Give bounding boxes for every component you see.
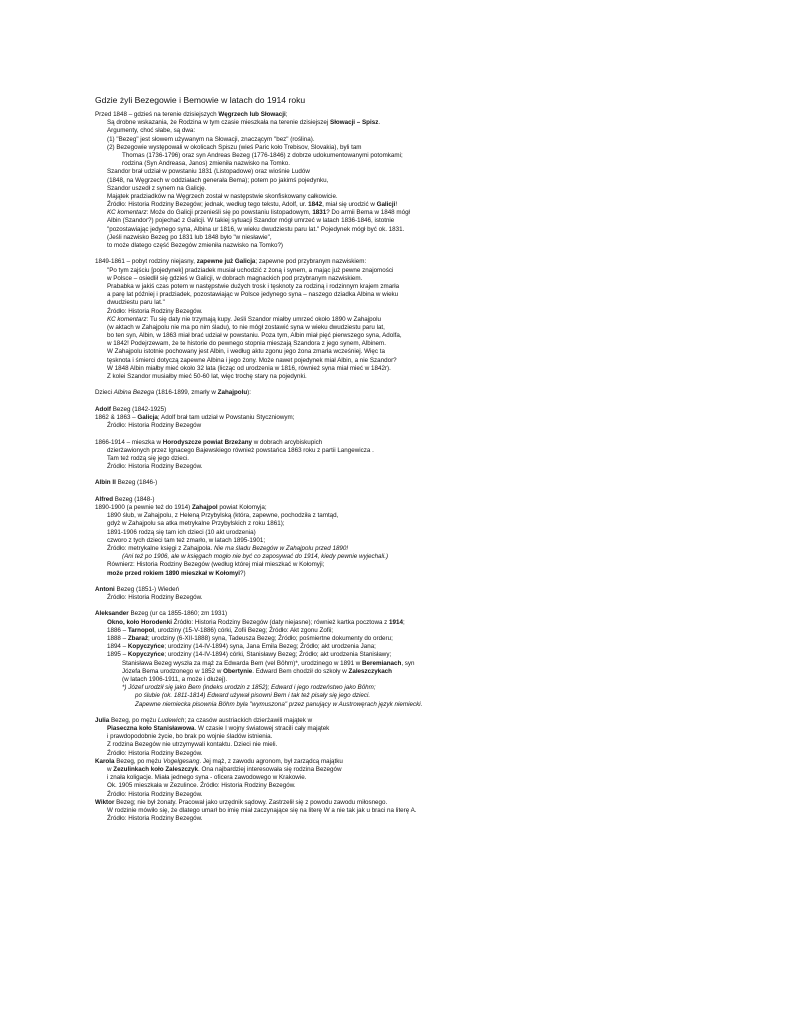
text-span: Antoni (95, 585, 115, 593)
text-line (95, 242, 755, 250)
text-line (95, 782, 755, 790)
text-line (95, 357, 755, 365)
text-span: Wiktor (95, 798, 115, 806)
text-line (95, 144, 755, 152)
text-block (95, 258, 755, 381)
text-line (95, 373, 755, 381)
text-span: 1895 – (107, 651, 128, 659)
text-span: Albin II (95, 479, 116, 487)
text-span: Albina Bezega (113, 389, 155, 397)
text-line (95, 299, 755, 307)
text-span: 1886 – (107, 626, 128, 634)
document-body (95, 111, 755, 823)
text-span: Majątek pradziadków na Węgrzech został w następstwie skonfiskowany całkowicie. (107, 192, 338, 200)
text-span: Bezeg; nie był żonaty. Pracował jako urzędnik sądowy. Zastrzelił się z powodu zawodu miłosnego. (114, 798, 388, 806)
text-line (95, 308, 755, 316)
text-span: 1891-1906 rodzą się tam ich dzieci (10 akt urodzenia) (107, 528, 256, 536)
text-span: 1894 – (107, 643, 128, 651)
text-block (95, 586, 755, 602)
text-span: W Zahajpolu istotnie pochowany jest Albin, i według aktu zgonu jego żona zmarła wcześniej. Więc ta (107, 348, 385, 356)
text-span: ; urodziny (14-IV-1894) córki, Stanisławy Bezeg; Źródło; akt urodzenia Stanisławy; (164, 651, 392, 659)
text-line (95, 750, 755, 758)
text-span: (1848, na Węgrzech w oddziałach generała Bema); potem po jakimś pojedynku, (107, 176, 329, 184)
text-line (95, 651, 755, 659)
text-span: to może dlatego część Bezegów zmieniła nazwisko na Tomko?) (107, 242, 284, 249)
text-span: (1) "Bezeg" jest słowem używanym na Słowacji, znaczącym "bez" (roślina). (107, 135, 315, 143)
text-line (95, 512, 755, 520)
text-span: Zapewne niemiecka pisownia Böhm była "wymuszona" przez panujący w Austrowęrach język niemiecki. (135, 700, 423, 708)
text-span: , miał się urodzić w (322, 201, 377, 209)
text-span: zapewne już Galicja (196, 258, 256, 266)
text-span: w 1842! Podejrzewam, że te historie do pewnego stopnia mieszają Szandora z jego synem, Albinem. (107, 340, 386, 348)
text-span: ): (247, 389, 251, 397)
text-span: i prawdopodobnie życie, bo brak po wojnie śladów istnienia. (107, 733, 273, 741)
text-line (95, 209, 755, 217)
text-span: (w aktach w Zahajpolu nie ma po nim śladu), to nie mógł zostawić syna w wieku dwudziestu paru lat, (107, 323, 385, 331)
text-span: Kopyczyńce (127, 643, 165, 651)
text-span: bo ten syn, Albin, w 1863 miał brać udział w powstaniu. Poza tym, Albin miał pięć pierwszego syna, Adolfa, (107, 332, 402, 340)
text-span: Karola (95, 757, 115, 765)
text-line (95, 610, 755, 618)
text-span: Tarnopol (127, 626, 155, 634)
text-line (95, 807, 755, 815)
text-line (95, 201, 755, 209)
text-span: Źródło: Historia Rodziny Bezegów. (107, 749, 203, 757)
text-span: Ok. 1905 mieszkała w Zezulince. Źródło: Historia Rodziny Bezegów. (107, 782, 296, 790)
text-line (95, 701, 755, 709)
text-line (95, 455, 755, 463)
text-span: Z kolei Szandor musiałby mieć 50-60 lat, więc trochę stary na pojedynki. (107, 373, 307, 380)
text-span: Nie ma śladu Bezegów w Zahajpolu przed 1890! (214, 544, 349, 552)
text-span: Thomas (1736-1796) oraz syn Andreas Bezeg (1776-1846) z dobrze udokumentowanymi potomkami; (122, 151, 403, 159)
text-line (95, 422, 755, 430)
text-span: : Tu się daty nie trzymają kupy. Jeśli Szandor miałby umrzeć około 1890 w Zahajpolu (146, 315, 381, 323)
text-span: (1816-1899, zmarły w (154, 389, 218, 397)
text-span: Zahajpol (191, 504, 218, 511)
text-span: Józefa Bema urodzonego w 1852 w (122, 667, 224, 675)
paragraph-gap (95, 578, 755, 586)
text-line (95, 537, 755, 545)
text-block (95, 717, 755, 823)
text-line (95, 226, 755, 234)
text-span: ; (402, 618, 405, 626)
text-span: Źródło: Historia Rodziny Bezegów (107, 422, 202, 430)
text-span: ; Adolf brał tam udział w Powstaniu Styczniowym; (157, 413, 295, 421)
text-span: Źródło: Historia Rodziny Bezegów. (107, 790, 203, 798)
text-span: 1888 – (107, 635, 128, 642)
text-span: . Edward Bem chodził do szkoły w (252, 667, 349, 675)
text-line (95, 332, 755, 340)
text-span: ; za czasów austriackich dzierżawili majątek w (184, 716, 313, 724)
text-span: dzierżawionych przez Ignacego Bajewskiego również powstańca 1863 roku z partii Langewicza . (107, 446, 374, 454)
text-line (95, 479, 755, 487)
text-line (95, 234, 755, 242)
text-line (95, 152, 755, 160)
text-span: (Jeśli nazwisko Bezeg po 1831 lub 1848 było "w niesławie", (107, 233, 272, 241)
text-block (95, 496, 755, 578)
text-line (95, 692, 755, 700)
text-span: ?) (240, 569, 246, 577)
text-span: . W czasie I wojny światowej stracili cały majątek (194, 725, 330, 733)
text-span: 1866-1914 – mieszka w (95, 438, 163, 446)
text-span: 1831 (312, 209, 327, 217)
text-line (95, 275, 755, 283)
document-title: Gdzie żyli Bezegowie i Bemowie w latach do 1914 roku (95, 95, 306, 105)
text-line (95, 529, 755, 537)
text-line (95, 414, 755, 422)
text-line (95, 799, 755, 807)
text-span: *) Józef urodził się jako Bem (indeks urodzin z 1852); Edward i jego rodzeństwo jako Böhm; (122, 684, 376, 692)
text-line (95, 168, 755, 176)
text-span: Źródło: Historia Rodziny Bezegów. (107, 307, 203, 315)
text-block (95, 479, 755, 487)
text-span: KC komentarz (107, 315, 147, 323)
text-line (95, 741, 755, 749)
text-line (95, 553, 755, 561)
text-line (95, 545, 755, 553)
text-span: Bezeg (1851-) Wiedeń (114, 585, 180, 593)
text-span: Szandor uszedł z synem na Galicję. (107, 184, 207, 192)
text-line (95, 111, 755, 119)
text-span: Tam też rodzą się jego dzieci. (107, 454, 189, 462)
text-span: i znała koligacje. Miała jednego syna - oficera zawodowego w Krakowie. (107, 774, 307, 782)
text-span: w dobrach arcybiskupich (252, 438, 323, 446)
text-span: ? Do armii Bema w 1848 mógł (326, 209, 410, 217)
text-line (95, 496, 755, 504)
text-span: 1890 ślub, w Zahajpolu, z Heleną Przybylską (która, zapewne, pochodziła z tamtąd, (107, 512, 339, 520)
text-line (95, 561, 755, 569)
text-line (95, 627, 755, 635)
text-line (95, 127, 755, 135)
text-span: ! (395, 201, 398, 209)
paragraph-gap (95, 250, 755, 258)
text-span: Źródło: Historia Rodziny Bezegów (daty niejasne); również kartka pocztowa z (171, 618, 390, 626)
text-line (95, 758, 755, 766)
text-line (95, 316, 755, 324)
text-span: ; (285, 111, 288, 118)
text-line (95, 291, 755, 299)
text-span: Beremianach (362, 659, 402, 667)
text-line (95, 660, 755, 668)
text-span: Zaleszczykach (348, 667, 392, 675)
text-span: czworo z tych dzieci tam też zmarło, w latach 1895-1901; (107, 536, 266, 544)
text-block (95, 406, 755, 431)
text-span: Ludewich (157, 716, 185, 724)
text-span: (2) Bezegowie występowali w okolicach Spiszu (wieś Paric koło Trebisov, Slovakia), byli tam (107, 143, 362, 151)
text-span: . (378, 119, 381, 127)
text-span: Zahajpolu (217, 389, 248, 397)
text-span: Bezeg (ur ca 1855-1860; zm 1931) (128, 610, 228, 618)
text-span: Bezeg, po mężu (114, 757, 164, 765)
text-line (95, 348, 755, 356)
text-span: Równierz: Historia Rodziny Bezegów (według której miał mieszkać w Kołomyji; (107, 561, 325, 569)
text-line (95, 774, 755, 782)
paragraph-gap (95, 471, 755, 479)
text-span: Galicja (137, 413, 158, 421)
text-line (95, 643, 755, 651)
paragraph-gap (95, 430, 755, 438)
text-span: W rodzinie mówiło się, że dlatego umarł bo imię miał zaczynające się na literę W a nie tak jak u braci na literę A. (107, 806, 417, 814)
text-span: 1849-1861 – pobyt rodziny niejasny, (95, 258, 197, 266)
text-span: Alfred (95, 495, 114, 503)
text-span: Dzieci (95, 389, 114, 397)
text-span: . Jej mąż, z zawodu agronom, był zarządcą majątku (199, 757, 343, 765)
text-span: "pozostawiając jedynego syna, Albina ur 1816, w wieku dwudziestu paru lat." Pojedynek mógł być ok. 1831. (107, 225, 405, 233)
text-span: (w latach 1906-1911, a może i dłużej). (122, 675, 228, 683)
text-line (95, 258, 755, 266)
text-span: Stanisława Bezeg wyszła za mąż za Edwarda Bem (vel Böhm)*, urodzinego w 1891 w (122, 659, 363, 667)
text-line (95, 160, 755, 168)
text-span: może przed rokiem 1890 mieszkał w Kołomyi (107, 569, 241, 577)
text-span: Obertynie (223, 667, 253, 675)
text-span: KC komentarz (107, 209, 147, 217)
text-span: Są drobne wskazania, że Rodzina w tym czasie mieszkała na terenie dzisiejszej (107, 119, 331, 127)
text-span: w (107, 766, 114, 773)
text-block (95, 389, 755, 397)
text-line (95, 684, 755, 692)
text-span: . Ona najbardziej interesowała się rodzina Bezegów (198, 766, 342, 773)
text-line (95, 185, 755, 193)
text-line (95, 766, 755, 774)
text-span: 1914 (389, 618, 403, 626)
text-span: Piaseczna koło Stanisławowa (107, 725, 195, 733)
text-span: Albin (Szandor?) pojechać z Galicji. W takiej sytuacji Szandor mógł umrzeć w latach 1836-1846, istotnie (107, 217, 395, 225)
text-span: Bezeg (1848-) (113, 495, 155, 503)
text-span: Horodyszcze powiat Brzeżany (162, 438, 253, 446)
text-span: 1890-1900 (a pewnie też do 1914) (95, 504, 192, 511)
text-span: Galicji (376, 201, 396, 209)
text-span: Okno, koło Horodenki (107, 618, 172, 626)
text-line (95, 619, 755, 627)
text-line (95, 267, 755, 275)
text-line (95, 340, 755, 348)
text-line (95, 177, 755, 185)
text-span: powiat Kołomyja; (217, 504, 267, 511)
text-line (95, 815, 755, 823)
text-line (95, 504, 755, 512)
text-line (95, 570, 755, 578)
text-span: "Po tym zajściu [pojedynek] pradziadek musiał uchodzić z żoną i synem, a mając już pewne znajomości (107, 266, 394, 274)
text-line (95, 119, 755, 127)
text-line (95, 635, 755, 643)
text-span: Źródło: Historia Rodziny Bezegów; jednak, według tego tekstu, Adolf, ur. (107, 201, 309, 209)
text-line (95, 193, 755, 201)
text-line (95, 594, 755, 602)
text-span: , urodziny (15-V-1886) córki, Zofii Bezeg; Źródło: Akt zgonu Zofii; (154, 626, 334, 634)
text-span: Prababka w jakiś czas potem w następstwie dużych trosk i tęsknoty za rodziną i rodzinnym krajem zmarła (107, 282, 400, 290)
text-line (95, 733, 755, 741)
text-line (95, 463, 755, 471)
text-span: (Ani też po 1906, ale w księgach mogło nie być co zaposywać do 1914, kiedy pewnie wyjechali.) (122, 553, 389, 561)
text-span: Przed 1848 – gdzieś na terenie dzisiejszych (95, 111, 219, 118)
paragraph-gap (95, 709, 755, 717)
text-line (95, 520, 755, 528)
text-span: ; zapewne pod przybranym nazwiskiem: (255, 258, 367, 266)
text-span: Zezulinkach koło Zaleszczyk (113, 766, 199, 773)
text-span: a parę lat później i pradziadek, pozostawiając w Polsce jedynego syna – naszego dziadka Albina w wieku (107, 291, 399, 299)
text-span: Szandor brał udział w powstaniu 1831 (Listopadowe) oraz wiośnie Ludów (107, 168, 310, 176)
paragraph-gap (95, 602, 755, 610)
text-block (95, 610, 755, 708)
text-line (95, 725, 755, 733)
text-span: : Może do Galicji przenieśli się po powstaniu listopadowym, (146, 209, 313, 217)
text-span: ; urodziny (14-IV-1894) syna, Jana Emila Bezeg; Źródło; akt urodzenia Jana; (164, 643, 376, 651)
text-span: Z rodzina Bezegów nie utrzymywali kontaktu. Dzieci nie mieli. (107, 741, 278, 749)
text-span: 1842 (308, 201, 323, 209)
text-span: Aleksander (95, 610, 129, 618)
text-span: Słowacji – Spisz (330, 119, 379, 127)
paragraph-gap (95, 381, 755, 389)
text-span: Bezeg (1842-1925) (110, 405, 167, 413)
text-span: Źródło: Historia Rodziny Bezegów. (107, 594, 203, 602)
text-span: Argumenty, choć słabe, są dwa: (107, 127, 196, 135)
text-span: w Polsce – osiedlił się gdzieś w Galicji, w dobrach magnackich pod przybranym nazwiskiem. (107, 274, 363, 282)
text-span: Vogelgesang (163, 757, 200, 765)
text-line (95, 365, 755, 373)
text-span: Źródło: Historia Rodziny Bezegów. (107, 815, 203, 823)
text-span: Węgrzech lub Słowacji (218, 111, 286, 118)
text-span: 1862 & 1863 – (95, 413, 138, 421)
paragraph-gap (95, 488, 755, 496)
text-span: Bezeg (1846-) (115, 479, 158, 487)
text-span: Źródło: metrykalne księgi z Zahajpola. (107, 544, 214, 552)
text-span: gdyż w Zahajpolu sa atka metrykalne Przybylskich z roku 1861); (107, 520, 285, 528)
paragraph-gap (95, 398, 755, 406)
text-line (95, 283, 755, 291)
text-span: po ślubie (ok. 1811-1814) Edward używał pisowni Bem i tak też pisały się jego dzieci. (135, 692, 371, 700)
text-block (95, 111, 755, 250)
text-span: Zbaraż (127, 635, 149, 642)
text-line (95, 217, 755, 225)
text-line (95, 676, 755, 684)
text-span: dwudziestu paru lat." (107, 299, 165, 307)
text-span: W 1848 Albin miałby mieć około 32 lata (licząc od urodzenia w 1816, również syna miał mieć w 1842r). (107, 364, 391, 372)
text-span: Bezeg, po mężu (109, 716, 158, 724)
text-span: Adolf (95, 405, 111, 413)
text-line (95, 586, 755, 594)
text-line (95, 389, 755, 397)
text-span: ; urodziny (6-XII-1888) syna, Tadeusza Bezeg; Źródło; pośmiertne dokumenty do orderu; (148, 635, 393, 642)
text-block (95, 439, 755, 472)
text-span: rodzina (Syn Andreasa, Janos) zmieniła nazwisko na Tomko. (122, 160, 291, 168)
text-line (95, 668, 755, 676)
text-line (95, 406, 755, 414)
text-span: tęsknota i śmierci dotyczą zapewne Albina i jego żony. Może nawet pojedynek miał Albin, a nie Szandor? (107, 356, 397, 364)
text-line (95, 447, 755, 455)
text-line (95, 324, 755, 332)
text-line (95, 791, 755, 799)
text-line (95, 439, 755, 447)
text-line (95, 717, 755, 725)
text-line (95, 136, 755, 144)
text-span: Źródło: Historia Rodziny Bezegów. (107, 463, 203, 471)
text-span: Julia (95, 716, 110, 724)
text-span: Kopyczyńce (127, 651, 165, 659)
text-span: , syn (401, 659, 415, 667)
